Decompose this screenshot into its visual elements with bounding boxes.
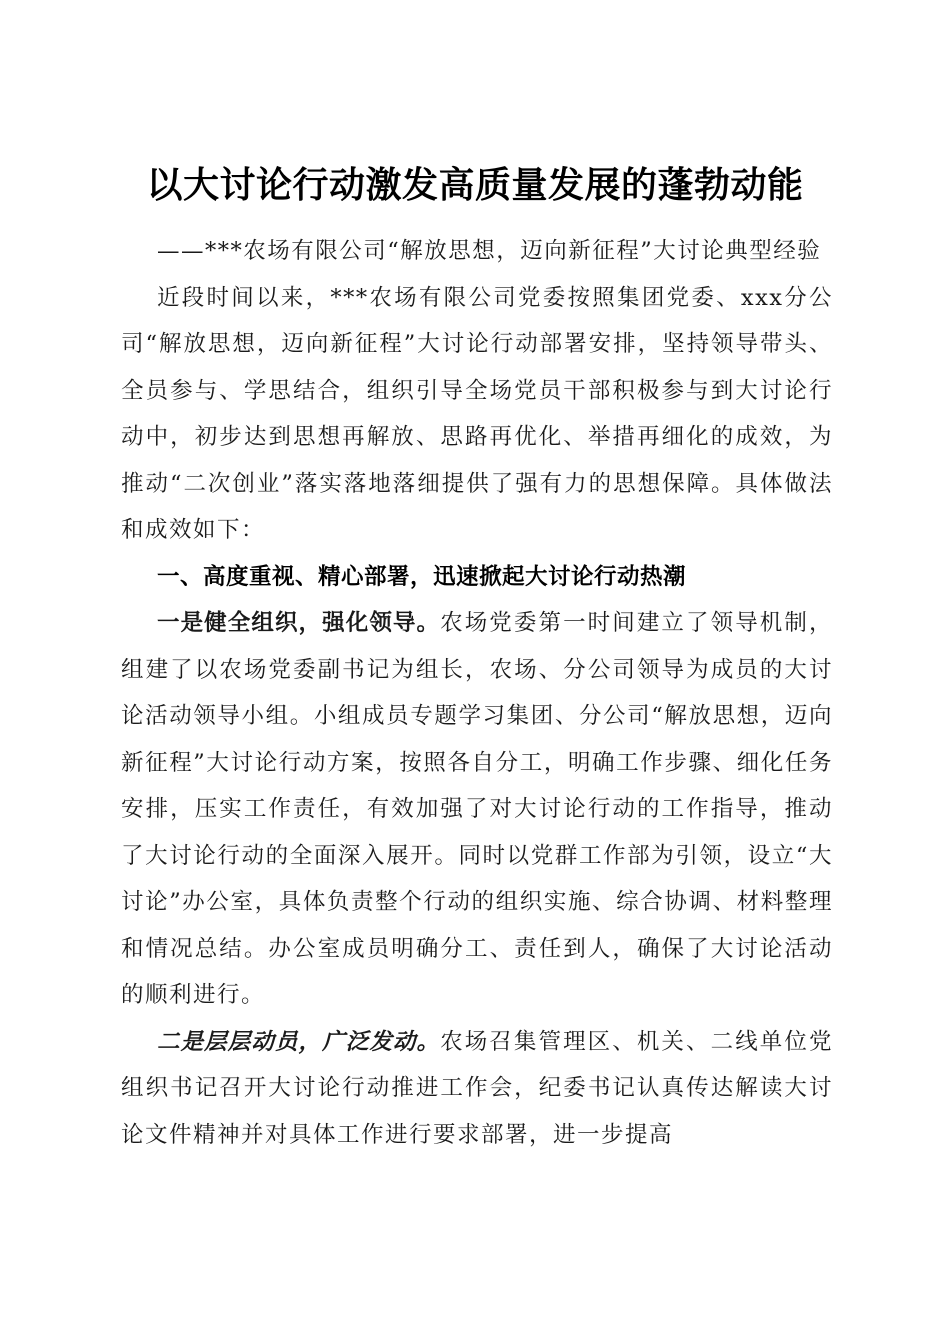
intro-paragraph: 近段时间以来，***农场有限公司党委按照集团党委、xxx分公司“解放思想，迈向新征程”大讨论行动部署安排，坚持领导带头、全员参与、学思结合，组织引导全场党员干部积极参与到大讨论行动中，初步达到思想再解放、思路再优化、举措再细化的成效，为推动“二次创业”落实落地落细提供了强有力的思想保障。具体做法和成效如下： [121,284,833,543]
paragraph-2-body: 农场召集管理区、机关、二线单位党组织书记召开大讨论行动推进工作会，纪委书记认真传达解读大讨论文件精神并对具体工作进行要求部署，进一步提高 [121,1028,833,1148]
paragraph-2-lead: 二是层层动员，广泛发动。 [157,1028,441,1055]
document-subtitle: ——***农场有限公司“解放思想，迈向新征程”大讨论典型经验 [157,238,822,264]
paragraph-2 [121,1019,833,1159]
paragraph-1 [121,600,833,1019]
paragraph-1-lead: 一是健全组织，强化领导。 [157,610,441,636]
document-body [121,228,833,1158]
paragraph-1-body: 农场党委第一时间建立了领导机制，组建了以农场党委副书记为组长，农场、分公司领导为成员的大讨论活动领导小组。小组成员专题学习集团、分公司“解放思想，迈向新征程”大讨论行动方案，按照各自分工，明确工作步骤、细化任务安排，压实工作责任，有效加强了对大讨论行动的工作指导，推动了大讨论行动的全面深入展开。同时以党群工作部为引领，设立“大讨论”办公室，具体负责整个行动的组织实施、综合协调、材料整理和情况总结。办公室成员明确分工、责任到人，确保了大讨论活动的顺利进行。 [121,610,833,1008]
section-heading-1: 一、高度重视、精心部署，迅速掀起大讨论行动热潮 [157,563,687,590]
document-title: 以大讨论行动激发高质量发展的蓬勃动能 [146,164,804,207]
